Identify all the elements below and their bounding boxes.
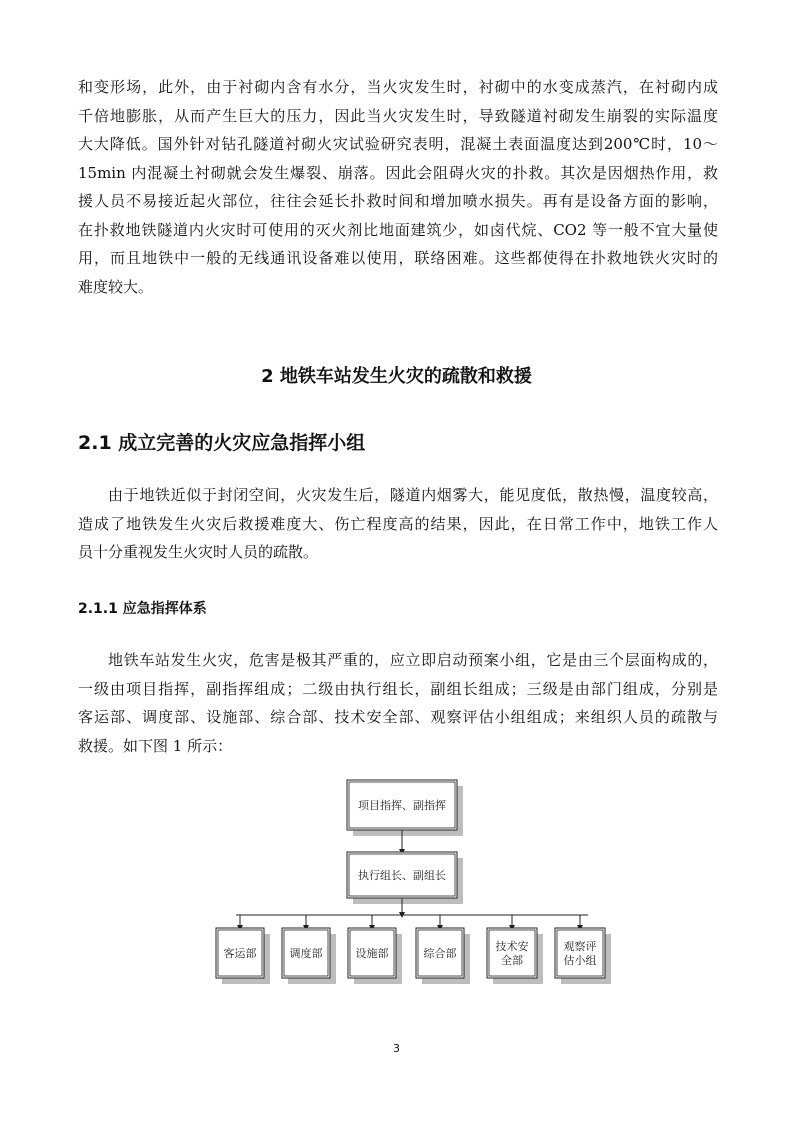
text-line: 和变形场，此外，由于衬砌内含有水分，当火灾发生时，衬砌中的水变成蒸汽，在衬砌内成 — [78, 78, 718, 96]
text-line: 客运部、调度部、设施部、综合部、技术安全部、观察评估小组组成；来组织人员的疏散与 — [78, 708, 718, 726]
text-line: 难度较大。 — [78, 277, 154, 296]
diagram-box-label: 执行组长、副组长 — [358, 869, 446, 882]
text-line: 救援。如下图 1 所示： — [78, 736, 233, 755]
box-department — [487, 928, 543, 984]
box-department — [348, 928, 402, 984]
box-department — [555, 928, 611, 984]
text-line: 用，而且地铁中一般的无线通讯设备难以使用，联络困难。这些都使得在扑救地铁火灾时的 — [78, 249, 718, 267]
box-department — [282, 928, 336, 984]
text-line: 员十分重视发生火灾时人员的疏散。 — [78, 543, 319, 561]
box-project-command — [347, 780, 463, 836]
page-number: 3 — [393, 1042, 400, 1055]
text-line: 大大降低。国外针对钻孔隧道衬砌火灾试验研究表明，混凝土表面温度达到200℃时，10～ — [78, 135, 718, 153]
diagram-box-label: 设施部 — [355, 947, 389, 960]
text-line: 千倍地膨胀，从而产生巨大的压力，因此当火灾发生时，导致隧道衬砌发生崩裂的实际温度 — [78, 106, 718, 125]
subsubsection-heading: 2.1.1 应急指挥体系 — [78, 601, 207, 617]
text-line: 援人员不易接近起火部位，往往会延长扑救时间和增加喷水损失。再有是设备方面的影响， — [78, 192, 718, 210]
box-department — [416, 928, 470, 984]
box-executive-leader — [347, 852, 463, 904]
diagram-box-label: 调度部 — [289, 947, 323, 960]
diagram-box-label: 估小组 — [563, 954, 597, 967]
text-line: 15min 内混凝土衬砌就会发生爆裂、崩落。因此会阻碍火灾的扑救。其次是因烟热作用，救 — [78, 163, 718, 182]
section-heading: 2 地铁车站发生火灾的疏散和救援 — [261, 366, 532, 387]
diagram-box-label: 综合部 — [423, 947, 457, 960]
diagram-box-label: 全部 — [501, 954, 523, 967]
text-line: 地铁车站发生火灾，危害是极其严重的，应立即启动预案小组，它是由三个层面构成的， — [108, 651, 718, 669]
diagram-box-label: 观察评 — [563, 940, 597, 953]
diagram-box-label: 项目指挥、副指挥 — [358, 799, 446, 812]
text-line: 造成了地铁发生火灾后救援难度大、伤亡程度高的结果，因此，在日常工作中，地铁工作人 — [78, 514, 718, 533]
diagram-box-label: 客运部 — [223, 947, 257, 960]
text-line: 一级由项目指挥，副指挥组成；二级由执行组长，副组长组成；三级是由部门组成，分别是 — [78, 679, 718, 698]
box-department — [216, 928, 270, 984]
text-line: 在扑救地铁隧道内火灾时可使用的灭火剂比地面建筑少，如卤代烷、CO2 等一般不宜大量使 — [78, 220, 718, 239]
diagram-box-label: 技术安 — [495, 940, 529, 953]
text-line: 由于地铁近似于封闭空间，火灾发生后，隧道内烟雾大，能见度低，散热慢，温度较高， — [108, 486, 718, 504]
subsection-heading: 2.1 成立完善的火灾应急指挥小组 — [78, 432, 366, 454]
